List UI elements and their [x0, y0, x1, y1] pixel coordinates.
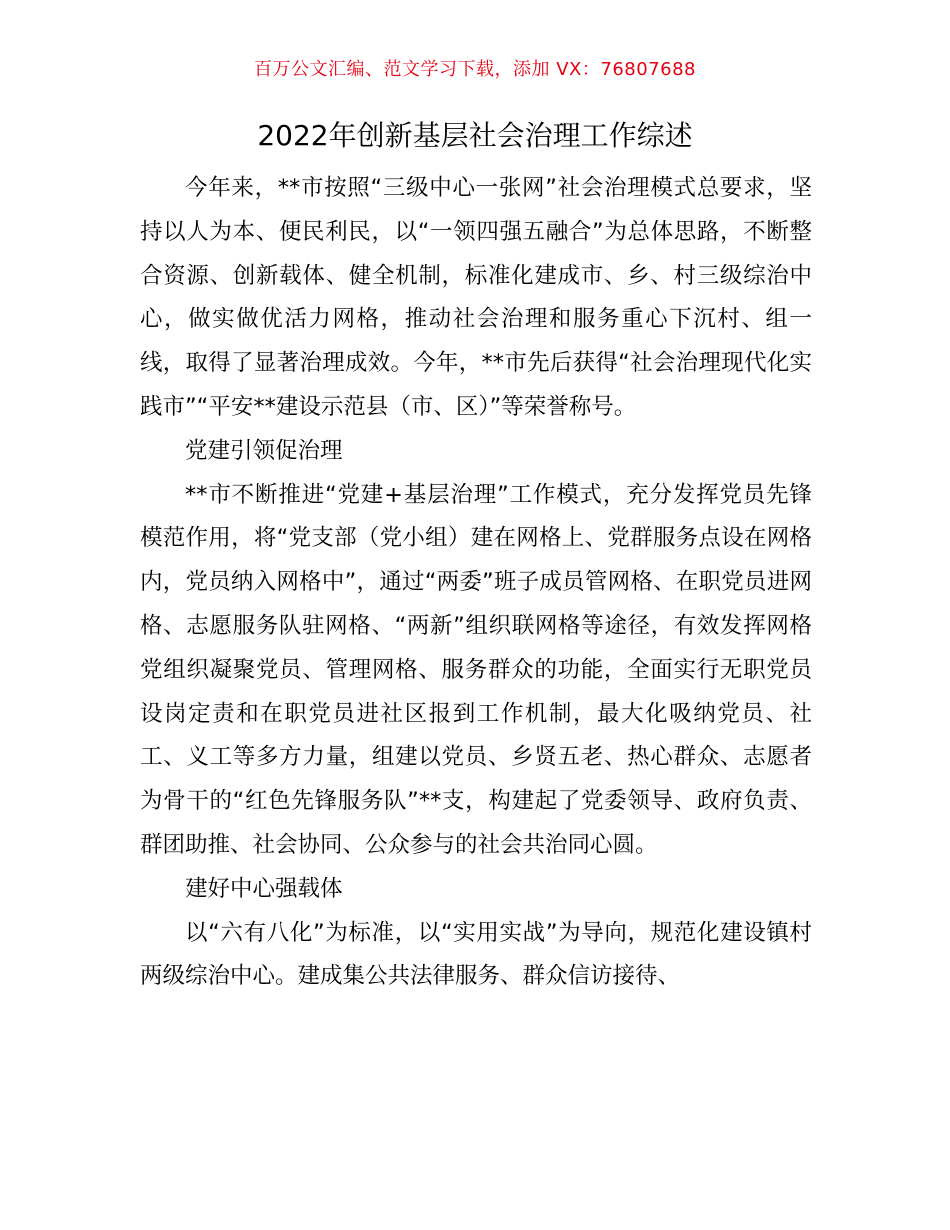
section-heading-party-building: 党建引领促治理: [185, 437, 343, 464]
intro-paragraph: 今年来，**市按照“三级中心一张网”社会治理模式总要求，坚持以人为本、便民利民，以“一领四强五融合”为总体思路，不断整合资源、创新载体、健全机制，标准化建成市、乡、村三级综治中心，做实做优活力网格，推动社会治理和服务重心下沉村、组一线，取得了显著治理成效。今年，**市先后获得“社会治理现代化实践市”“平安**建设示范县（市、区）”等荣誉称号。: [140, 175, 812, 420]
document-title: 2022年创新基层社会治理工作综述: [257, 119, 693, 152]
section-paragraph-party-building: **市不断推进“党建+基层治理”工作模式，充分发挥党员先锋模范作用，将“党支部（党小组）建在网格上、党群服务点设在网格内，党员纳入网格中”，通过“两委”班子成员管网格、在职党员进网格、志愿服务队驻网格、“两新”组织联网格等途径，有效发挥网格党组织凝聚党员、管理网格、服务群众的功能，全面实行无职党员设岗定责和在职党员进社区报到工作机制，最大化吸纳党员、社工、义工等多方力量，组建以党员、乡贤五老、热心群众、志愿者为骨干的“红色先锋服务队”**支，构建起了党委领导、政府负责、群团助推、社会协同、公众参与的社会共治同心圆。: [140, 481, 812, 858]
section-heading-center-building: 建好中心强载体: [185, 875, 343, 902]
document-body: [140, 167, 812, 999]
watermark-header: 百万公文汇编、范文学习下载，添加 VX：76807688: [254, 59, 696, 80]
section-paragraph-center-building: 以“六有八化”为标准，以“实用实战”为导向，规范化建设镇村两级综治中心。建成集公共法律服务、群众信访接待、: [140, 919, 812, 990]
